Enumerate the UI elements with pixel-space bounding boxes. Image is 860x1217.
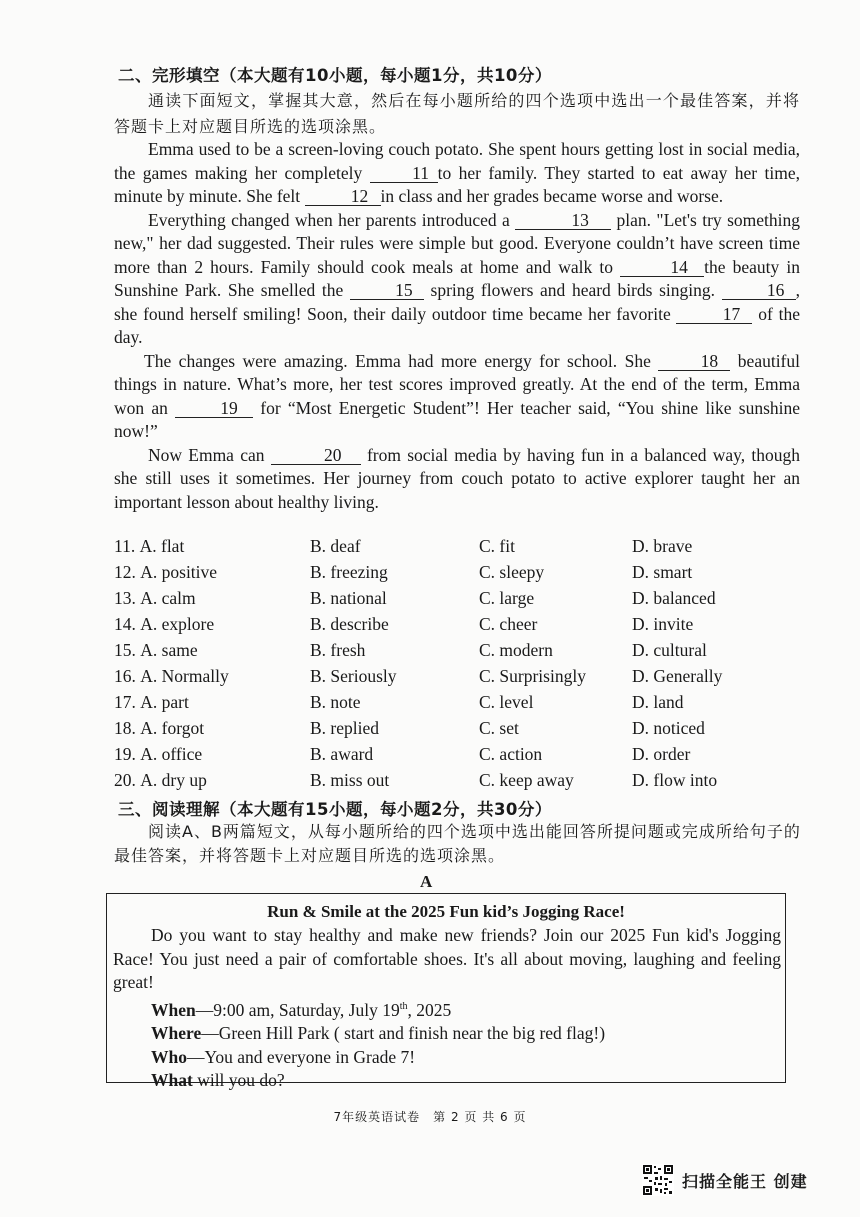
question-number: 16. xyxy=(114,666,136,686)
passage-text: to her family. They started to eat away her time, minute by minute. She felt xyxy=(114,162,800,206)
scanner-label: 扫描全能王 创建 xyxy=(682,1171,808,1191)
option-b: B. fresh xyxy=(310,640,366,660)
option-d: D. brave xyxy=(632,536,693,556)
passage-text: Now Emma can xyxy=(148,444,271,465)
option-c: C. keep away xyxy=(479,770,574,790)
section3-title: 三、阅读理解（本大题有15小题，每小题2分，共30分） xyxy=(118,800,552,819)
blank-15: 15 xyxy=(350,281,424,300)
passage-text: from social media by having fun in a balanced way, though she still uses it sometimes. Her journey from couch potato to active explorer taught her an important lesson about healthy living. xyxy=(114,444,800,512)
race-notice-box xyxy=(106,893,786,1091)
option-a: A. part xyxy=(140,692,189,712)
section2-title: 二、完形填空（本大题有10小题，每小题1分，共10分） xyxy=(118,66,552,85)
option-row-12 xyxy=(114,562,814,588)
blank-12: 12 xyxy=(305,187,381,206)
when-suffix: th xyxy=(399,1000,408,1012)
passage-text: beautiful things in nature. What’s more, her test scores improved greatly. At the end of the term, Emma won an xyxy=(114,350,800,418)
where-label: Where xyxy=(151,1023,202,1044)
question-number: 14. xyxy=(114,614,136,634)
option-row-16 xyxy=(114,666,814,692)
question-number: 20. xyxy=(114,770,136,790)
option-d: D. smart xyxy=(632,562,693,582)
blank-19: 19 xyxy=(175,399,253,418)
option-a: A. office xyxy=(140,744,203,764)
option-d: D. invite xyxy=(632,614,694,634)
blank-20: 20 xyxy=(271,446,361,465)
option-d: D. flow into xyxy=(632,770,718,790)
option-a: A. Normally xyxy=(140,666,229,686)
option-b: B. replied xyxy=(310,718,380,738)
race-intro: Do you want to stay healthy and make new friends? Join our 2025 Fun kid's Jogging Race! You just need a pair of comfortable shoes. It's all about moving, laughing and feeling great! xyxy=(113,925,781,993)
option-d: D. balanced xyxy=(632,588,716,608)
option-d: D. land xyxy=(632,692,684,712)
race-what xyxy=(113,1069,781,1093)
option-a: A. flat xyxy=(139,536,185,556)
passage-text: in class and her grades became worse and worse. xyxy=(380,186,724,206)
passage-text: the beauty in Sunshine Park. She smelled the xyxy=(114,256,800,300)
race-who xyxy=(113,1046,781,1070)
cloze-passage xyxy=(114,138,800,514)
when-label: When xyxy=(151,999,196,1020)
option-c: C. Surprisingly xyxy=(479,666,586,686)
page-footer: 7年级英语试卷 第 2 页 共 6 页 xyxy=(333,1110,527,1124)
option-b: B. Seriously xyxy=(310,666,397,686)
option-b: B. miss out xyxy=(310,770,390,790)
race-notice-body xyxy=(113,924,781,1093)
passage-text: The changes were amazing. Emma had more energy for school. She xyxy=(144,350,659,371)
when-year: , 2025 xyxy=(407,999,452,1020)
option-a: A. calm xyxy=(140,588,196,608)
option-a: A. same xyxy=(140,640,198,660)
passage-a-label: A xyxy=(420,872,433,891)
passage-text: Everything changed when her parents introduced a xyxy=(148,209,516,230)
question-number: 15. xyxy=(114,640,136,660)
option-b: B. national xyxy=(310,588,387,608)
question-number: 18. xyxy=(114,718,136,738)
where-text: —Green Hill Park ( start and finish near the big red flag!) xyxy=(201,1023,606,1044)
option-c: C. sleepy xyxy=(479,562,545,582)
blank-16: 16 xyxy=(722,281,796,300)
passage-text: for “Most Energetic Student”! Her teacher said, “You shine like sunshine now!” xyxy=(114,397,801,441)
question-number: 19. xyxy=(114,744,136,764)
option-d: D. order xyxy=(632,744,691,764)
option-c: C. modern xyxy=(479,640,553,660)
option-a: A. explore xyxy=(140,614,215,634)
option-row-14 xyxy=(114,614,814,640)
question-number: 13. xyxy=(114,588,136,608)
option-d: D. cultural xyxy=(632,640,707,660)
blank-11: 11 xyxy=(370,164,438,183)
passage-text: of the day. xyxy=(114,303,800,347)
option-b: B. freezing xyxy=(310,562,388,582)
passage-paragraph-1 xyxy=(114,138,800,209)
race-where xyxy=(113,1022,781,1046)
option-row-13 xyxy=(114,588,814,614)
passage-text: spring flowers and heard birds singing. xyxy=(423,280,722,300)
option-a: A. dry up xyxy=(140,770,207,790)
question-number: 12. xyxy=(114,562,136,582)
option-b: B. note xyxy=(310,692,361,712)
passage-text: , she found herself smiling! Soon, their daily outdoor time became her favorite xyxy=(114,280,801,324)
option-b: B. award xyxy=(310,744,374,764)
passage-paragraph-3 xyxy=(114,350,800,444)
option-a: A. positive xyxy=(140,562,218,582)
option-c: C. fit xyxy=(479,536,515,556)
option-row-15 xyxy=(114,640,814,666)
blank-14: 14 xyxy=(620,258,704,277)
option-d: D. noticed xyxy=(632,718,705,738)
section3-instruction: 阅读A、B两篇短文，从每小题所给的四个选项中选出能回答所提问题或完成所给句子的最佳答案，并将答题卡上对应题目所选的选项涂黑。 xyxy=(114,822,801,865)
option-row-20 xyxy=(114,770,814,796)
section2-instruction: 通读下面短文，掌握其大意，然后在每小题所给的四个选项中选出一个最佳答案，并将答题卡上对应题目所选的选项涂黑。 xyxy=(114,91,800,136)
option-row-18 xyxy=(114,718,814,744)
what-label: What xyxy=(151,1070,193,1091)
passage-text: Emma used to be a screen-loving couch potato. She spent hours getting lost in social media, the games making her completely xyxy=(114,139,800,183)
race-when xyxy=(113,995,781,1022)
option-c: C. level xyxy=(479,692,534,712)
scanner-watermark xyxy=(642,1164,808,1196)
option-row-17 xyxy=(114,692,814,718)
option-b: B. describe xyxy=(310,614,389,634)
option-row-11 xyxy=(114,536,814,562)
question-number: 17. xyxy=(114,692,136,712)
question-number: 11. xyxy=(114,536,136,556)
option-b: B. deaf xyxy=(310,536,361,556)
option-c: C. cheer xyxy=(479,614,538,634)
race-notice-title: Run & Smile at the 2025 Fun kid’s Jogging Race! xyxy=(267,902,625,921)
passage-paragraph-2 xyxy=(114,209,800,350)
answer-options xyxy=(114,536,814,796)
blank-18: 18 xyxy=(658,352,730,371)
who-label: Who xyxy=(151,1046,187,1067)
passage-paragraph-4 xyxy=(114,444,800,515)
who-text: —You and everyone in Grade 7! xyxy=(186,1046,416,1067)
qr-code-icon xyxy=(642,1164,674,1196)
option-d: D. Generally xyxy=(632,666,723,686)
section2-instruction-block xyxy=(114,88,800,140)
when-text: —9:00 am, Saturday, July 19 xyxy=(195,999,400,1020)
passage-text: plan. "Let's try something new," her dad suggested. Their rules were simple but good. Everyone couldn’t have screen time more than 2 hours. Family should cook meals at home and walk to xyxy=(114,209,800,277)
option-row-19 xyxy=(114,744,814,770)
blank-17: 17 xyxy=(676,305,752,324)
blank-13: 13 xyxy=(515,211,611,230)
option-c: C. set xyxy=(479,718,519,738)
option-a: A. forgot xyxy=(140,718,205,738)
option-c: C. large xyxy=(479,588,535,608)
option-c: C. action xyxy=(479,744,543,764)
what-text: will you do? xyxy=(192,1070,285,1091)
